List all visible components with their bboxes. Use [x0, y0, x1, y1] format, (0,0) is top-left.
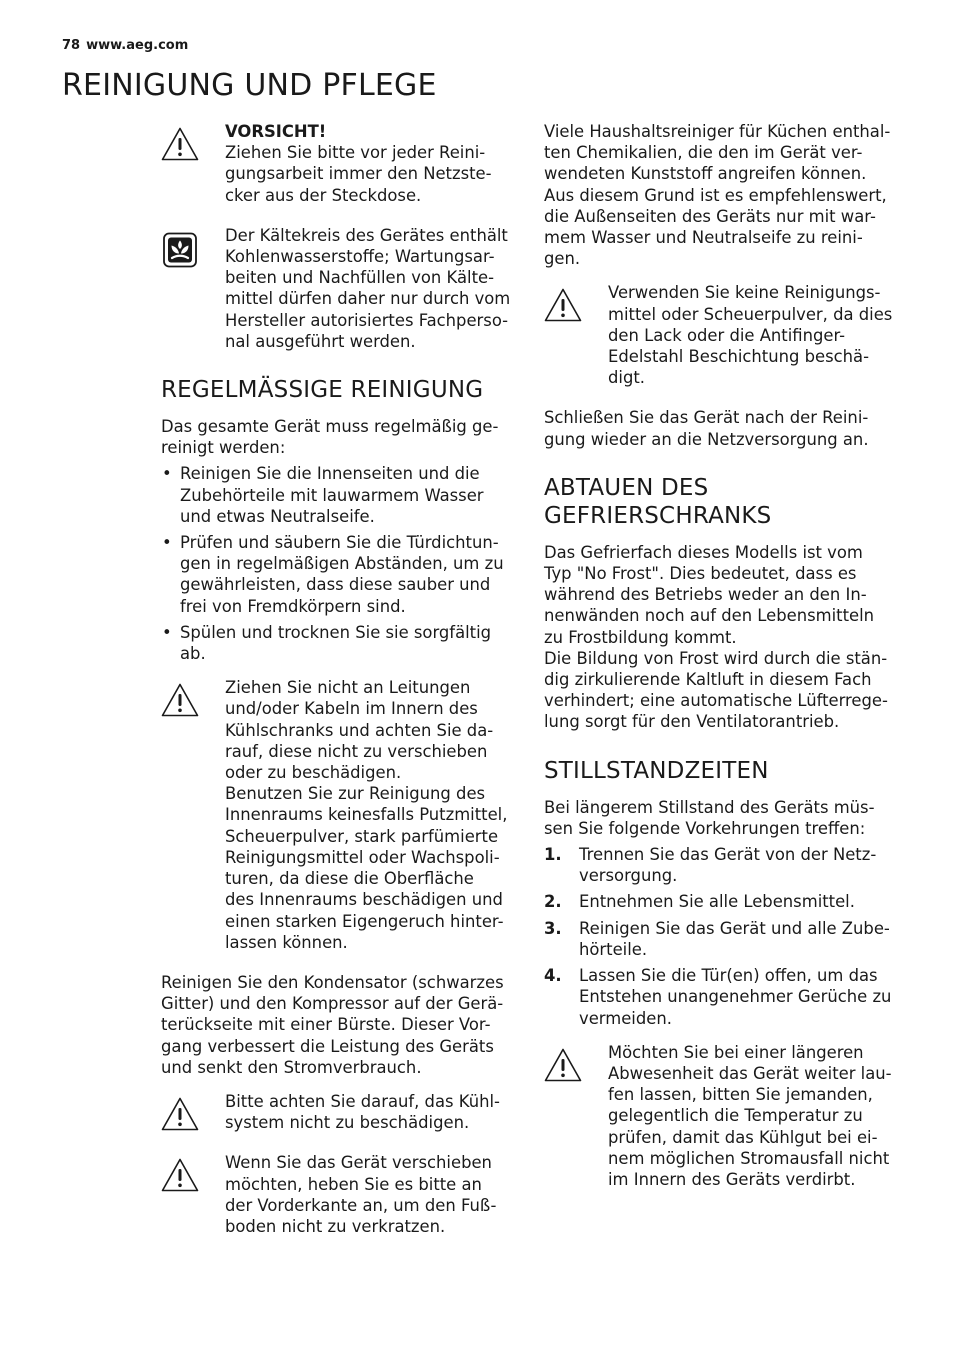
page-header: [62, 38, 188, 53]
list-item: • Prüfen und säubern Sie die Türdichtun- gen in regelmäßigen Abständen, um zu gewährleisten, dass diese sauber und frei von Fremdkörpern sind.: [162, 533, 504, 616]
warning-cables-notice: [161, 677, 516, 953]
list-item: • Spülen und trocknen Sie sie sorgfältig ab.: [162, 622, 492, 664]
page-number: 78: [62, 38, 81, 53]
warning-triangle-icon: [544, 287, 582, 323]
warning-absence-notice: [544, 1042, 904, 1190]
section-heading-downtime: STILLSTANDZEITEN: [544, 757, 769, 784]
warning-moving-text: Wenn Sie das Gerät verschieben möchten, heben Sie es bitte an der Vorderkante an, um den Fuß- boden nicht zu verkratzen.: [225, 1153, 497, 1236]
reconnect-paragraph: Schließen Sie das Gerät nach der Reini- gung wieder an die Netzversorgung an.: [544, 408, 869, 449]
section-heading-defrosting: ABTAUEN DES GEFRIERSCHRANKS: [544, 474, 772, 529]
warning-cooling-system-text: Bitte achten Sie darauf, das Kühl- system nicht zu beschädigen.: [225, 1091, 500, 1133]
regular-cleaning-intro: Das gesamte Gerät muss regelmäßig ge- reinigt werden:: [161, 417, 499, 458]
downtime-steps: [544, 844, 904, 1029]
environment-protection-icon: [161, 232, 199, 268]
list-item: 2. Entnehmen Sie alle Lebensmittel.: [544, 892, 855, 912]
condenser-paragraph: Reinigen Sie den Kondensator (schwarzes Gitter) und den Kompressor auf der Gerä- terückseite mit einer Bürste. Dieser Vor- gang verbessert die Leistung des Geräts und senkt den Stromverbrauch.: [161, 972, 504, 1077]
warning-cleaning-agents-text: Verwenden Sie keine Reinigungs- mittel oder Scheuerpulver, da dies den Lack oder die Antifinger- Edelstahl Beschichtung beschä- digt.: [608, 283, 893, 388]
environment-notice: [161, 225, 516, 352]
household-cleaner-paragraph: Viele Haushaltsreiniger für Küchen enthal- ten Chemikalien, die den im Gerät ver- wendeten Kunststoff angreifen können. Aus diesem Grund ist es empfehlenswert, die Außenseiten des Geräts nur mit war- mem Wasser und Neutralseife zu reini- gen.: [544, 122, 891, 269]
page-title: REINIGUNG UND PFLEGE: [62, 68, 437, 103]
warning-absence-text: Möchten Sie bei einer längeren Abwesenheit das Gerät weiter lau- fen lassen, bitten Sie jemanden, gelegentlich die Temperatur zu prüfen, damit das Kühlgut bei ei- nem möglichen Stromausfall nicht im Innern des Geräts verdirbt.: [608, 1042, 892, 1189]
caution-text: Ziehen Sie bitte vor jeder Reini- gungsarbeit immer den Netzste- cker aus der Steckdose.: [225, 143, 492, 205]
section-heading-regular-cleaning: REGELMÄSSIGE REINIGUNG: [161, 377, 484, 404]
environment-text: Der Kältekreis des Gerätes enthält Kohlenwasserstoffe; Wartungsar- beiten und Nachfüllen von Kälte- mittel dürfen daher nur durch vom Hersteller autorisiertes Fachperso- nal ausgeführt werden.: [225, 225, 511, 351]
caution-label: VORSICHT!: [225, 122, 327, 141]
regular-cleaning-list: [161, 463, 516, 664]
warning-cleaning-agents-notice: [544, 282, 904, 388]
left-column: [161, 121, 516, 1237]
list-item: 3. Reinigen Sie das Gerät und alle Zube- hörteile.: [544, 918, 890, 959]
warning-triangle-icon: [161, 126, 199, 162]
downtime-intro: Bei längerem Stillstand des Geräts müs- sen Sie folgende Vorkehrungen treffen:: [544, 797, 875, 838]
warning-moving-notice: [161, 1152, 516, 1237]
list-item: 4. Lassen Sie die Tür(en) offen, um das Entstehen unangenehmer Gerüche zu vermeiden.: [544, 966, 892, 1028]
defrosting-paragraph: Das Gefrierfach dieses Modells ist vom Typ "No Frost". Dies bedeutet, dass es während des Betriebs weder an den In- nenwänden noch auf den Lebensmitteln zu Frostbildung kommt. Die Bildung von Frost wird durch die stän- dig zirkulierende Kaltluft in diesem Fach verhindert; eine automatische Lüfterrege- lung sorgt für den Ventilatorantrieb.: [544, 542, 888, 732]
warning-triangle-icon: [161, 1096, 199, 1132]
warning-triangle-icon: [161, 682, 199, 718]
caution-notice: [161, 121, 516, 206]
list-item: 1. Trennen Sie das Gerät von der Netz- versorgung.: [544, 845, 877, 886]
warning-triangle-icon: [544, 1047, 582, 1083]
warning-cooling-system-notice: [161, 1091, 516, 1133]
website-url[interactable]: www.aeg.com: [86, 38, 189, 53]
warning-triangle-icon: [161, 1157, 199, 1193]
list-item: • Reinigen Sie die Innenseiten und die Zubehörteile mit lauwarmem Wasser und etwas Neutralseife.: [162, 464, 484, 526]
right-column: [544, 121, 904, 1190]
warning-cables-text: Ziehen Sie nicht an Leitungen und/oder Kabeln im Innern des Kühlschranks und achten Sie da- rauf, diese nicht zu verschieben oder zu beschädigen. Benutzen Sie zur Reinigung des Innenraums keinesfalls Putzmittel, Scheuerpulver, stark parfümierte Reinigungsmittel oder Wachspoli- turen, da diese die Oberfläche des Innenraums beschädigen und einen starken Eigengeruch hinter- lassen können.: [225, 678, 508, 952]
